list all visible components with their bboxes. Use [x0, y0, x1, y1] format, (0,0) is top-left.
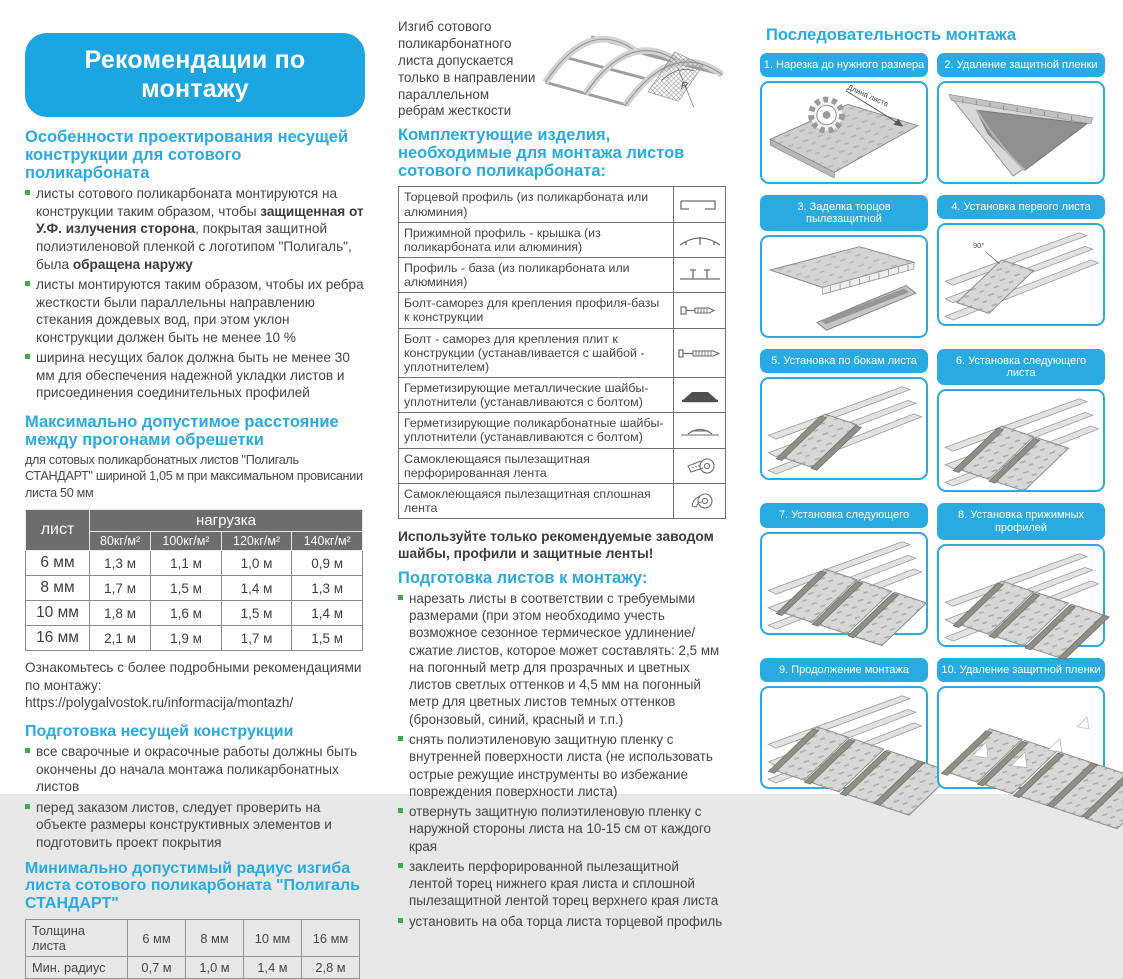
- more-info-note: Ознакомьтесь с более подробными рекомендациями по монтажу: https://polygalvostok.ru/informacija/montazh/: [25, 660, 362, 711]
- bullet-square-icon: [398, 595, 403, 600]
- text-run: ширина несущих балок должна быть не менее 30 мм для обеспечения надежной укладки листов и присоединения соединительных профилей: [36, 350, 350, 401]
- table-cell: 2,8 м: [302, 957, 360, 979]
- component-row: [399, 293, 725, 328]
- arched-canopy-illustration: [536, 12, 726, 124]
- step-label: 8. Установка прижимных профилей: [937, 503, 1105, 539]
- table-row: [26, 510, 363, 532]
- row-label: Толщина листа: [26, 920, 128, 957]
- bend-rule-text: Изгиб сотового поликарбонатного листа допускается только в направлении параллельном ребрам жесткости: [398, 19, 536, 119]
- middle-column: [398, 12, 726, 930]
- angle-annotation: 90°: [973, 241, 985, 251]
- step-label: 9. Продолжение монтажа: [760, 658, 928, 682]
- factory-parts-warning: Используйте только рекомендуемые заводом шайбы, профили и защитные ленты!: [398, 529, 714, 562]
- step-7-illustration: [760, 532, 928, 635]
- component-text: Профиль - база (из поликарбоната или алюминия): [404, 260, 630, 290]
- table-row: [26, 576, 363, 601]
- bullet-item: [398, 913, 726, 930]
- base-profile-icon: [673, 258, 725, 292]
- row-label: Мин. радиус: [26, 957, 128, 979]
- min-radius-table: [25, 919, 360, 979]
- table-row: [26, 957, 360, 979]
- bullet-item: [398, 858, 726, 910]
- step-3: [760, 195, 928, 338]
- step-7: [760, 503, 928, 646]
- poly-washer-icon: [673, 413, 725, 447]
- step-9-illustration: [760, 686, 928, 789]
- bullet-square-icon: [398, 918, 403, 923]
- step-label: 6. Установка следующего листа: [937, 349, 1105, 385]
- table-cell: 0,7 м: [128, 957, 186, 979]
- step-label: 2. Удаление защитной пленки: [937, 53, 1105, 77]
- bullet-square-icon: [25, 281, 30, 286]
- table-cell: 1,4 м: [292, 601, 363, 626]
- step-2: [937, 53, 1105, 184]
- table-cell: 1,0 м: [221, 551, 292, 576]
- bullet-square-icon: [398, 808, 403, 813]
- step-1: [760, 53, 928, 184]
- table-cell: 1,3 м: [292, 576, 363, 601]
- step-3-illustration: [760, 235, 928, 338]
- component-text: Герметизирующие поликарбонатные шайбы-уплотнители (устанавливаются с болтом): [404, 416, 664, 445]
- table-cell: 8 мм: [186, 920, 244, 957]
- component-row: [399, 258, 725, 293]
- step-4-illustration: [937, 223, 1105, 326]
- component-row: [399, 223, 725, 258]
- text-run: все сварочные и окрасочные работы должны быть окончены до начала монтажа поликарбонатных листов: [36, 744, 358, 795]
- table-cell: 2,1 м: [90, 626, 151, 651]
- text-run: листы монтируются таким образом, чтобы их ребра жесткости были параллельны направлению стекания дождевых вод, при этом уклон конструкции должен быть не менее 10 %: [36, 277, 364, 345]
- component-text: Прижимной профиль - крышка (из поликарбоната или алюминия): [404, 225, 601, 254]
- load-spacing-table: [25, 509, 363, 651]
- section-heading-components: Комплектующие изделия, необходимые для монтажа листов сотового поликарбоната:: [398, 126, 685, 181]
- step-label: 3. Заделка торцов пылезащитной: [760, 195, 928, 231]
- left-column: [25, 33, 365, 979]
- step-6-illustration: [937, 389, 1105, 492]
- bullet-square-icon: [25, 354, 30, 359]
- table-cell: 16 мм: [302, 920, 360, 957]
- text-run: нарезать листы в соответствии с требуемыми размерами (при этом необходимо учесть возможное сезонное термическое удлинение/сжатие листов, которое может составлять: 2,5 мм на погонный метр для прозрачных и цветных листов светлых оттенков и 4,5 мм на погонный метр для цветных листов темных оттенков (бронзовый, синий, красный и т.п.): [409, 590, 720, 727]
- component-text: Герметизирующие металлические шайбы-уплотнители (устанавливаются с болтом): [404, 380, 649, 410]
- component-row: [399, 378, 725, 413]
- component-text: Самоклеющаяся пылезащитная сплошная лента: [404, 486, 651, 515]
- component-row: [399, 187, 725, 222]
- col-header: 140кг/м²: [292, 532, 363, 551]
- text-run: , покрытая защитной полиэтиленовой пленкой с логотипом "Полигаль", была: [36, 221, 352, 272]
- table-cell: 10 мм: [244, 920, 302, 957]
- page-title: Рекомендации по монтажу: [25, 33, 365, 117]
- table-cell: 1,0 м: [186, 957, 244, 979]
- component-row: [399, 449, 725, 484]
- length-annotation: Длина листа: [846, 82, 890, 109]
- col-header: 100кг/м²: [151, 532, 222, 551]
- component-text: Самоклеющаяся пылезащитная перфорированная лента: [404, 451, 590, 480]
- step-1-illustration: [760, 81, 928, 184]
- text-run-bold: защищенная от У.Ф. излучения сторона: [36, 203, 364, 237]
- step-label: 1. Нарезка до нужного размера: [760, 53, 928, 77]
- bullet-square-icon: [398, 736, 403, 741]
- text-run: установить на оба торца листа торцевой профиль: [409, 913, 723, 929]
- metal-washer-icon: [673, 378, 725, 412]
- step-5: [760, 349, 928, 492]
- table-cell: 1,3 м: [90, 551, 151, 576]
- step-10-illustration: [937, 686, 1105, 789]
- table-cell: 1,7 м: [90, 576, 151, 601]
- table-cell: 0,9 м: [292, 551, 363, 576]
- bullet-square-icon: [25, 190, 30, 195]
- table-caption: для сотовых поликарбонатных листов "Полигаль СТАНДАРТ" шириной 1,05 м при максимальном провисании листа 50 мм: [25, 453, 363, 500]
- row-label: 6 мм: [26, 551, 90, 576]
- step-4: [937, 195, 1105, 338]
- step-label: 4. Установка первого листа: [937, 195, 1105, 219]
- table-cell: 1,6 м: [151, 601, 222, 626]
- component-row: [399, 413, 725, 448]
- table-cell: 1,7 м: [221, 626, 292, 651]
- solid-tape-icon: [673, 484, 725, 518]
- text-run: листы сотового поликарбоната монтируются на конструкции таким образом, чтобы: [36, 186, 338, 219]
- component-text: Болт-саморез для крепления профиля-базы к конструкции: [404, 296, 660, 325]
- radius-label: R: [680, 81, 688, 92]
- right-column: [760, 26, 1108, 789]
- step-label: 10. Удаление защитной пленки: [937, 658, 1105, 682]
- table-cell: 6 мм: [128, 920, 186, 957]
- text-run-bold: обращена наружу: [72, 256, 193, 272]
- table-cell: 1,4 м: [221, 576, 292, 601]
- bullet-item: [25, 349, 365, 402]
- col-header-load-group: нагрузка: [90, 510, 363, 532]
- components-table: [398, 186, 726, 519]
- table-cell: 1,9 м: [151, 626, 222, 651]
- step-8-illustration: [937, 544, 1105, 647]
- bolt-icon: [673, 293, 725, 327]
- step-2-illustration: [937, 81, 1105, 184]
- bullet-square-icon: [25, 804, 30, 809]
- component-row: [399, 329, 725, 378]
- bullet-square-icon: [398, 863, 403, 868]
- step-6: [937, 349, 1105, 492]
- text-run: перед заказом листов, следует проверить на объекте размеры конструктивных элементов и подготовить проект покрытия: [36, 799, 332, 850]
- bullet-item: [25, 276, 365, 346]
- step-label: 5. Установка по бокам листа: [760, 349, 928, 373]
- section-heading-spacing: Максимально допустимое расстояние между прогонами обрешетки: [25, 412, 339, 449]
- table-row: [26, 626, 363, 651]
- step-label: 7. Установка следующего: [760, 503, 928, 527]
- row-label: 10 мм: [26, 601, 90, 626]
- component-text: Торцевой профиль (из поликарбоната или алюминия): [404, 190, 649, 219]
- section-heading-min-radius: Минимально допустимый радиус изгиба листа сотового поликарбоната "Полигаль СТАНДАРТ": [25, 859, 360, 912]
- table-row: [26, 601, 363, 626]
- bullet-item: [398, 590, 726, 728]
- bullet-square-icon: [25, 748, 30, 753]
- table-row: [26, 551, 363, 576]
- row-label: 16 мм: [26, 626, 90, 651]
- col-header: 80кг/м²: [90, 532, 151, 551]
- bullet-item: [25, 743, 365, 796]
- step-5-illustration: [760, 377, 928, 480]
- col-header: 120кг/м²: [221, 532, 292, 551]
- step-8: [937, 503, 1105, 646]
- col-header-sheet: лист: [26, 510, 90, 551]
- text-run: отвернуть защитную полиэтиленовую пленку с наружной стороны листа на 10-15 см от каждого края: [409, 804, 711, 854]
- component-text: Болт - саморез для крепления плит к конструкции (устанавливается с шайбой - уплотнителем): [404, 331, 645, 374]
- perforated-tape-icon: [673, 449, 725, 483]
- long-bolt-icon: [673, 329, 725, 377]
- step-10: [937, 658, 1105, 789]
- sequence-heading: Последовательность монтажа: [766, 26, 1017, 44]
- table-cell: 1,5 м: [292, 626, 363, 651]
- table-cell: 1,5 м: [151, 576, 222, 601]
- bullet-item: [398, 803, 726, 855]
- cap-profile-icon: [673, 223, 725, 257]
- bullet-item: [25, 799, 365, 852]
- step-9: [760, 658, 928, 789]
- section-heading-design: Особенности проектирования несущей конструкции для сотового поликарбоната: [25, 128, 349, 183]
- section-heading-structure-prep: Подготовка несущей конструкции: [25, 722, 294, 740]
- table-cell: 1,8 м: [90, 601, 151, 626]
- text-run: снять полиэтиленовую защитную пленку с внутренней поверхности листа (не использовать острые режущие инструменты во избежание повреждения поверхности листа): [409, 731, 713, 799]
- table-cell: 1,5 м: [221, 601, 292, 626]
- table-cell: 1,4 м: [244, 957, 302, 979]
- steps-grid: [760, 53, 1108, 789]
- bullet-item: [398, 731, 726, 800]
- row-label: 8 мм: [26, 576, 90, 601]
- table-cell: 1,1 м: [151, 551, 222, 576]
- component-row: [399, 484, 725, 518]
- bullet-item: [25, 185, 365, 273]
- table-row: [26, 920, 360, 957]
- end-profile-icon: [673, 187, 725, 221]
- text-run: заклеить перфорированной пылезащитной лентой торец нижнего края листа и сплошной пылезащитной лентой торец верхнего края листа: [409, 858, 719, 909]
- section-heading-sheet-prep: Подготовка листов к монтажу:: [398, 568, 648, 587]
